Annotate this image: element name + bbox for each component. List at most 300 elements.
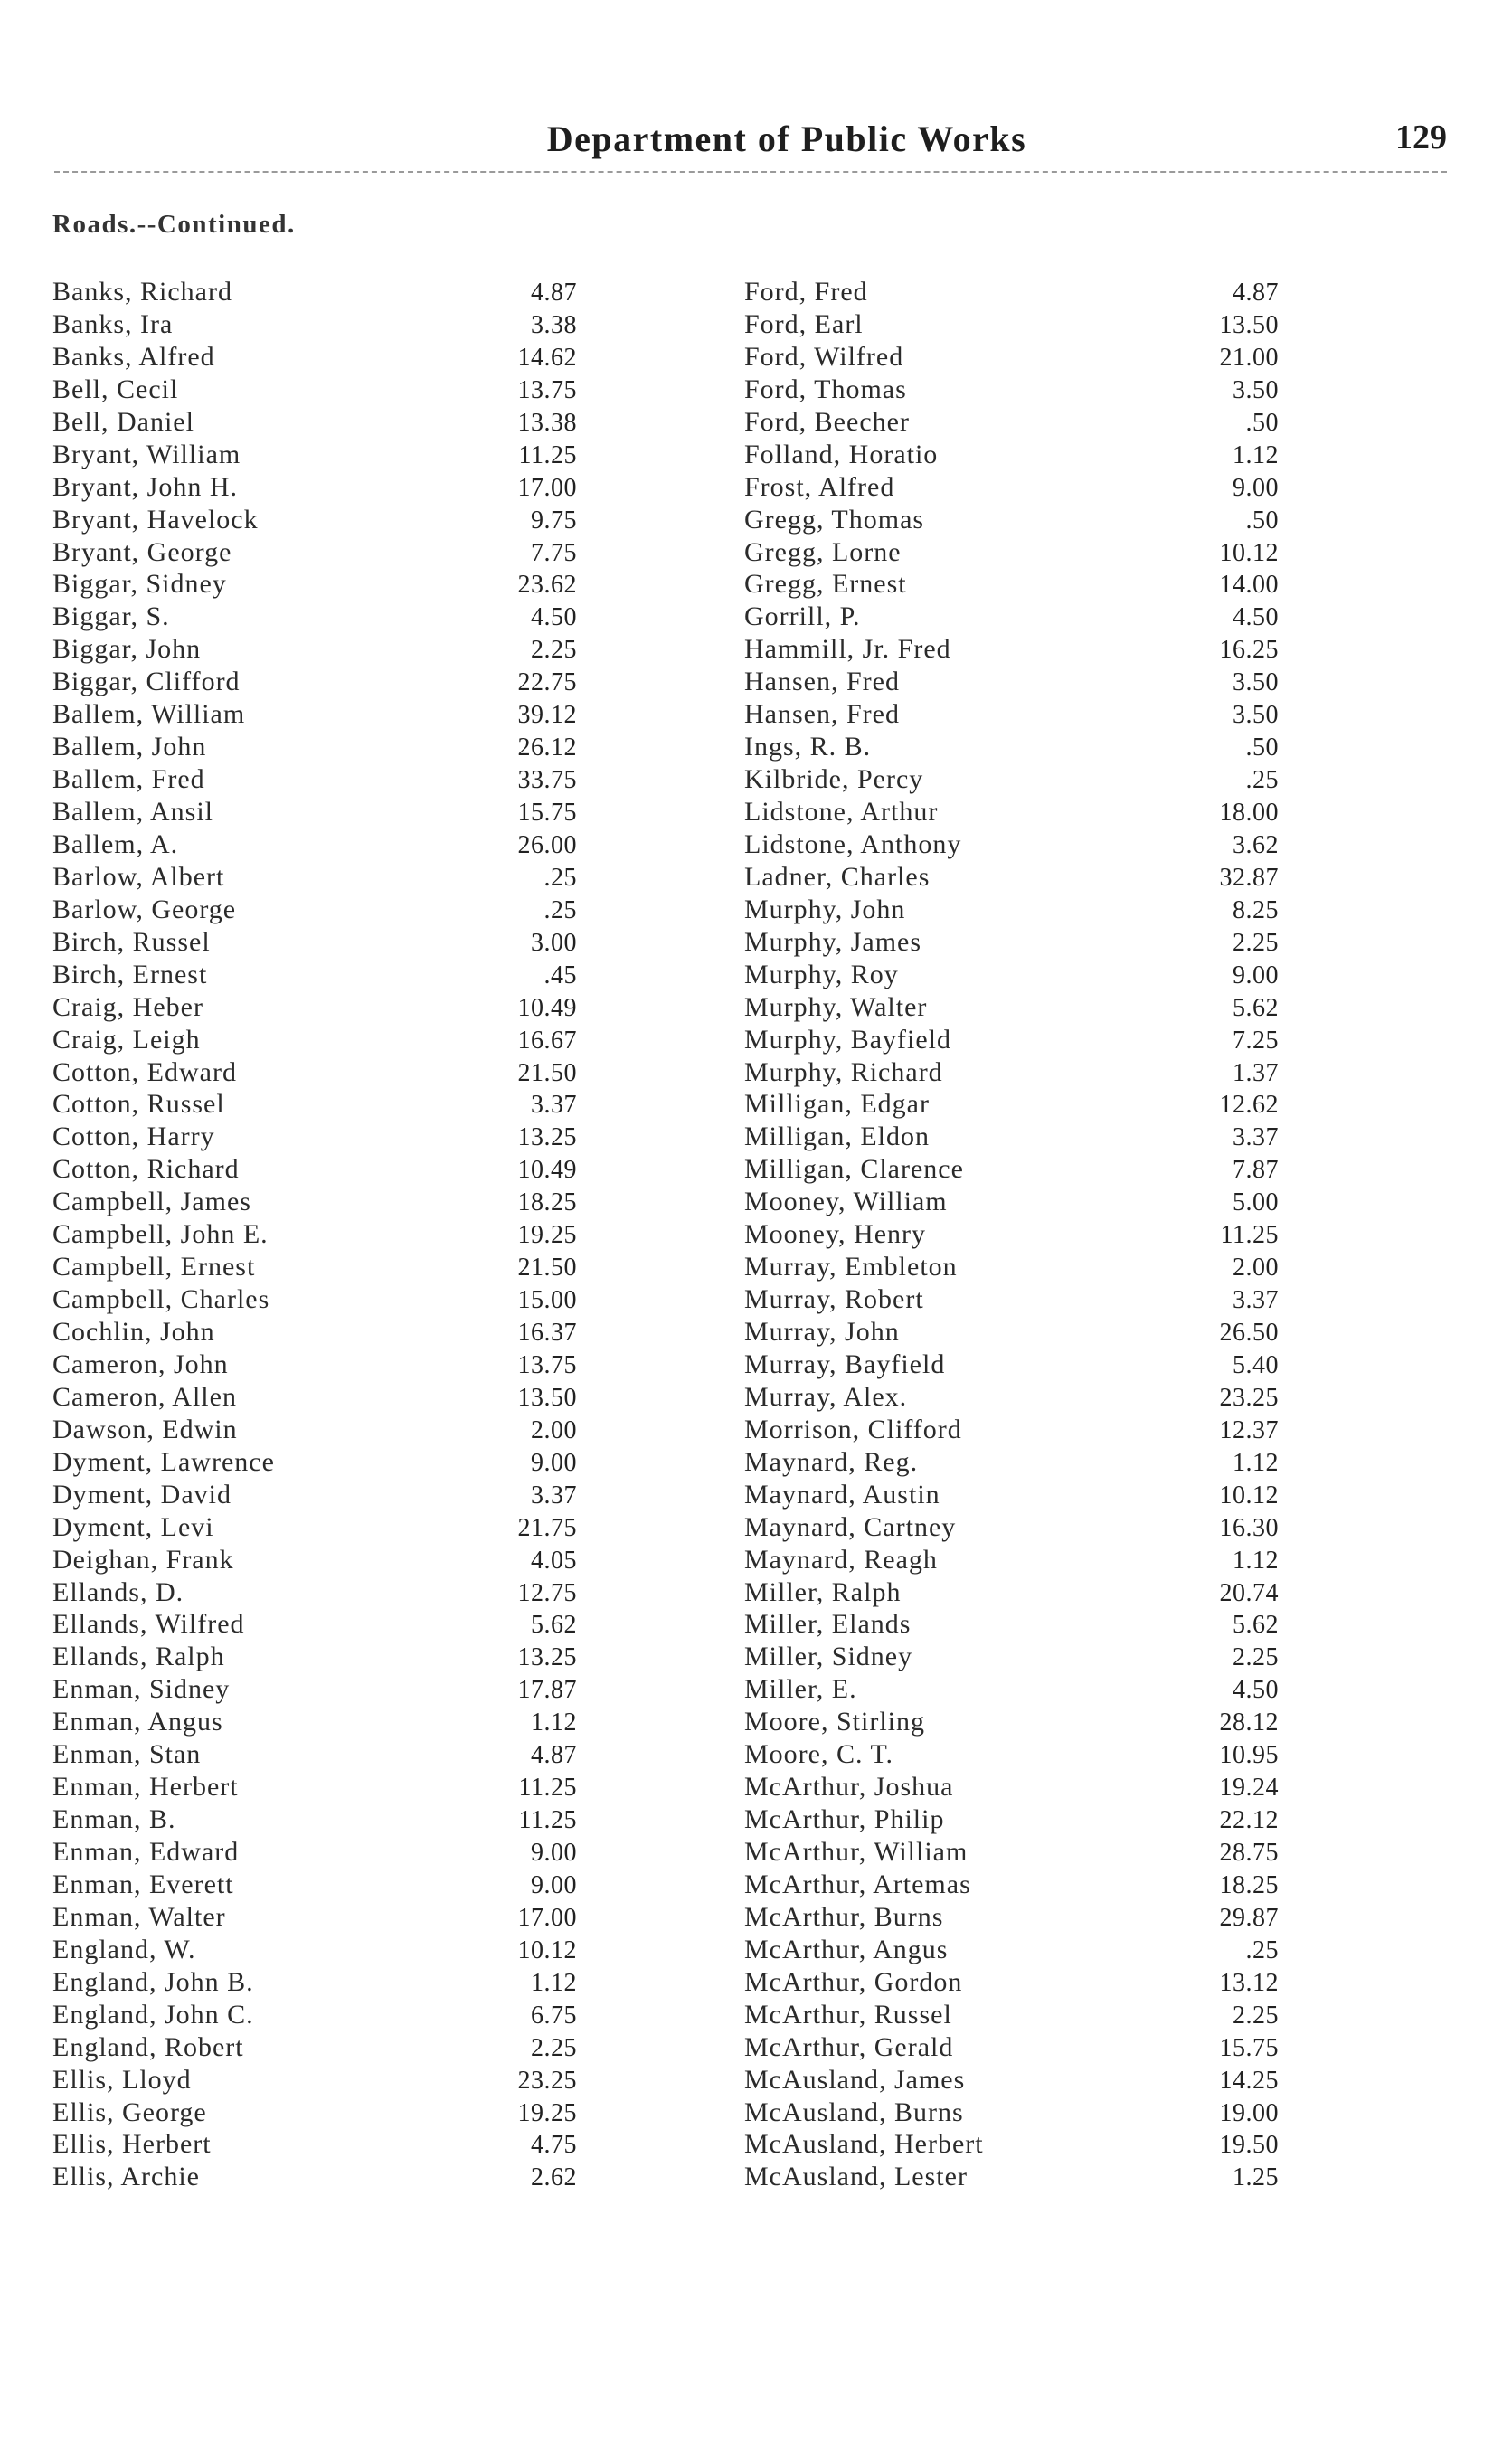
entry-name-text: McArthur, Angus [744,1935,953,1964]
entry-name-text: Banks, Alfred [52,342,221,372]
entry-name [744,1186,1101,1218]
entry-amount: 8.25 [1233,895,1279,924]
list-item [52,2031,685,2064]
entry-name-text: Murray, Alex. [744,1382,912,1412]
list-item [52,1836,685,1869]
list-item [52,568,685,601]
entry-name [52,536,405,569]
entry-name [744,1771,1101,1803]
entry-name-text: Ballem, John [52,732,212,762]
entry-name [744,1673,1101,1706]
list-item [744,666,1377,698]
entry-amount: .25 [1245,766,1279,795]
list-item [744,1316,1377,1349]
list-item [52,1446,685,1479]
list-item [52,991,685,1024]
entry-name [744,1706,1101,1738]
section-title: Roads.--Continued. [52,210,296,239]
list-item [744,731,1377,763]
list-item [744,698,1377,731]
entry-amount: 23.62 [517,571,577,600]
entry-name-text: Maynard, Austin [744,1480,946,1510]
entry-amount: .25 [543,895,577,924]
entry-name-text: McAusland, James [744,2065,970,2095]
entry-name [744,1934,1101,1966]
list-item [52,1966,685,1999]
entry-amount: 20.74 [1219,1578,1279,1607]
entry-name-text: Frost, Alfred [744,472,900,502]
entry-name [744,1024,1101,1056]
entry-amount: 4.50 [1233,603,1279,632]
entry-name-text: Ellis, Herbert [52,2129,217,2159]
list-item [52,861,685,894]
entry-name [744,1479,1101,1511]
list-item [52,633,685,666]
entry-name-text: Ballem, Fred [52,764,211,794]
list-item [52,439,685,471]
list-item [744,406,1377,439]
entry-name-text: Dawson, Edwin [52,1415,243,1444]
entry-name-text: Enman, B. [52,1804,182,1834]
entry-name [744,1738,1101,1771]
entry-amount: 14.25 [1219,2066,1279,2095]
entry-name-text: Cotton, Russel [52,1089,231,1119]
list-item [52,1608,685,1641]
entry-name-text: Bell, Cecil [52,374,184,404]
entry-name [52,633,405,666]
entry-name [744,1088,1101,1121]
list-item [744,1056,1377,1089]
entry-name-text: Gregg, Ernest [744,569,912,599]
list-item [52,763,685,796]
entry-amount: 21.00 [1219,343,1279,372]
entry-name [744,536,1101,569]
list-item [744,568,1377,601]
list-item [52,731,685,763]
entry-amount: 9.00 [1233,473,1279,502]
list-item [744,2031,1377,2064]
entry-amount: 22.75 [517,668,577,697]
list-item [52,308,685,341]
list-item [744,1381,1377,1414]
list-item [744,1641,1377,1673]
list-item [744,1218,1377,1251]
entry-amount: 10.12 [1219,538,1279,567]
entry-name-text: Murray, Robert [744,1284,930,1314]
entry-name [52,1218,405,1251]
entry-name-text: Bryant, George [52,537,237,567]
entry-name-text: Biggar, Sidney [52,569,232,599]
entry-name [52,1056,405,1089]
entry-name [744,666,1101,698]
entry-name-text: Ellands, Wilfred [52,1609,250,1639]
entry-name [52,374,405,406]
entry-name-text: Dyment, Levi [52,1512,220,1542]
entry-amount: 32.87 [1219,863,1279,892]
entry-name-text: Gregg, Lorne [744,537,907,567]
entry-name-text: Dyment, David [52,1480,237,1510]
entry-amount: 4.50 [531,603,577,632]
entry-name-text: Lidstone, Anthony [744,829,967,859]
list-item [744,1901,1377,1934]
entry-name-text: McArthur, Russel [744,2000,958,2030]
list-item [52,1218,685,1251]
entry-name [52,1544,405,1576]
list-item [744,1349,1377,1381]
entry-name [744,763,1101,796]
entry-name [744,601,1101,633]
entry-name-text: Bell, Daniel [52,407,200,437]
entry-amount: 3.00 [531,928,577,957]
entry-name [744,1153,1101,1186]
entry-name [744,2031,1101,2064]
entry-name-text: Enman, Stan [52,1739,206,1769]
page-title: Department of Public Works [546,118,1027,159]
list-item [52,1186,685,1218]
entry-name-text: Ballem, A. [52,829,184,859]
list-item [52,471,685,504]
list-item [52,276,685,308]
entry-name [744,991,1101,1024]
entry-amount: 23.25 [1219,1383,1279,1412]
entry-name-text: Campbell, Charles [52,1284,275,1314]
entry-amount: 11.25 [518,1806,577,1835]
entry-amount: 5.40 [1233,1350,1279,1379]
entry-name [52,1576,405,1609]
list-item [52,1511,685,1544]
entry-name-text: Enman, Walter [52,1902,232,1932]
entry-name [744,1283,1101,1316]
entry-name-text: Ford, Earl [744,309,869,339]
entry-name [744,1576,1101,1609]
entry-amount: 2.25 [531,636,577,665]
entry-amount: 3.50 [1233,668,1279,697]
entry-amount: 13.75 [517,1350,577,1379]
entry-name-text: Miller, Sidney [744,1642,918,1671]
entry-amount: 2.25 [531,2033,577,2062]
entry-name [744,276,1101,308]
entry-amount: 39.12 [517,701,577,730]
entry-name-text: Cotton, Edward [52,1057,242,1087]
entry-amount: 2.00 [531,1415,577,1444]
entry-name-text: McArthur, Gordon [744,1967,968,1997]
entry-name [52,1381,405,1414]
entry-name [52,731,405,763]
list-item [744,633,1377,666]
entry-name-text: England, John B. [52,1967,260,1997]
entry-amount: 14.62 [517,343,577,372]
entry-amount: 29.87 [1219,1903,1279,1932]
header-rule [54,171,1447,173]
entry-name [744,374,1101,406]
entry-amount: 16.67 [517,1026,577,1055]
entry-name-text: Cotton, Richard [52,1154,245,1184]
entry-amount: 10.12 [517,1936,577,1964]
entry-name [52,1673,405,1706]
entry-name [52,2097,405,2129]
entry-amount: 18.25 [517,1188,577,1217]
entry-name-text: Deighan, Frank [52,1545,240,1575]
list-item [52,1088,685,1121]
list-item [744,374,1377,406]
entry-name-text: Ford, Fred [744,277,874,307]
entry-name [744,2161,1101,2193]
list-item [52,894,685,926]
entry-name-text: Gorrill, P. [744,601,866,631]
entry-amount: 13.25 [517,1643,577,1672]
entry-amount: 13.25 [517,1123,577,1152]
entry-name [52,1121,405,1153]
list-item [52,1024,685,1056]
list-item [744,926,1377,959]
entry-amount: 13.50 [1219,310,1279,339]
entry-name-text: Ellis, Lloyd [52,2065,197,2095]
list-item [744,2064,1377,2097]
entry-name [52,1836,405,1869]
entry-amount: 15.75 [1219,2033,1279,2062]
list-item [52,828,685,861]
entry-name [52,1934,405,1966]
list-item [744,2161,1377,2193]
entry-name [52,698,405,731]
entry-name [744,894,1101,926]
entry-name-text: McArthur, Burns [744,1902,949,1932]
entry-name-text: Cotton, Harry [52,1122,221,1151]
entry-name-text: Miller, E. [744,1674,863,1704]
entry-name-text: Birch, Ernest [52,960,213,989]
entry-amount: 3.37 [531,1091,577,1120]
list-item [744,1283,1377,1316]
entry-name-text: Biggar, Clifford [52,667,246,696]
entry-name [52,861,405,894]
entry-amount: 2.25 [1233,2001,1279,2030]
list-item [52,1381,685,1414]
list-item [744,1771,1377,1803]
list-item [744,1544,1377,1576]
page-number: 129 [1395,118,1447,156]
entry-name [52,1901,405,1934]
entry-name-text: Moore, C. T. [744,1739,899,1769]
entry-name [744,1056,1101,1089]
entry-name [52,601,405,633]
entry-amount: 10.49 [517,1156,577,1185]
entry-amount: 22.12 [1219,1806,1279,1835]
entry-name [52,2031,405,2064]
entry-name-text: Maynard, Cartney [744,1512,961,1542]
entry-name [52,341,405,374]
entry-name [744,2064,1101,2097]
entry-name [52,1186,405,1218]
list-item [52,2097,685,2129]
entry-amount: 13.75 [517,375,577,404]
list-item [52,504,685,536]
entry-name [744,1381,1101,1414]
list-item [52,1934,685,1966]
list-item [52,2161,685,2193]
entry-name-text: Craig, Leigh [52,1025,206,1055]
entry-name [52,1803,405,1836]
list-item [52,1673,685,1706]
list-item [744,959,1377,991]
entry-name-text: Murphy, Bayfield [744,1025,957,1055]
entry-name [744,308,1101,341]
entry-name-text: Mooney, Henry [744,1219,931,1249]
entry-name-text: Ford, Thomas [744,374,912,404]
entry-name-text: Cameron, John [52,1349,234,1379]
entry-amount: 4.87 [1233,279,1279,307]
entry-name-text: Milligan, Eldon [744,1122,935,1151]
entry-name [744,731,1101,763]
entry-name [52,1251,405,1283]
entry-name-text: McAusland, Burns [744,2097,969,2127]
entry-name [744,1901,1101,1934]
entry-name-text: Barlow, George [52,894,241,924]
entry-amount: 2.00 [1233,1254,1279,1283]
list-item [52,1999,685,2031]
list-item [744,1738,1377,1771]
entry-name [744,471,1101,504]
entry-name-text: Barlow, Albert [52,862,230,892]
entry-name [744,1999,1101,2031]
entry-name [744,2128,1101,2161]
entry-amount: 21.50 [517,1254,577,1283]
list-item [52,406,685,439]
entry-amount: 2.25 [1233,928,1279,957]
entry-amount: 23.25 [517,2066,577,2095]
entry-amount: 26.12 [517,734,577,762]
list-item [52,1251,685,1283]
entry-amount: 5.62 [531,1611,577,1640]
entry-name-text: Milligan, Clarence [744,1154,969,1184]
entry-name-text: Dyment, Lawrence [52,1447,280,1477]
entry-name [52,1088,405,1121]
entry-amount: 2.25 [1233,1643,1279,1672]
entry-name [744,1121,1101,1153]
entry-amount: 2.62 [531,2163,577,2192]
entry-name [52,568,405,601]
entry-name-text: Kilbride, Percy [744,764,929,794]
list-item [744,2097,1377,2129]
list-item [744,1608,1377,1641]
list-item [52,1349,685,1381]
entry-name-text: Moore, Stirling [744,1707,931,1737]
entry-name-text: Ballem, William [52,699,250,729]
entry-amount: 10.95 [1219,1741,1279,1770]
entry-name [744,796,1101,828]
entry-name-text: Ballem, Ansil [52,797,219,827]
entry-amount: 28.12 [1219,1708,1279,1737]
entry-name [52,1966,405,1999]
entry-amount: .50 [1245,506,1279,535]
entry-name [744,1544,1101,1576]
entry-name [52,991,405,1024]
list-item [52,1153,685,1186]
entry-amount: 26.50 [1219,1319,1279,1347]
entry-amount: 33.75 [517,766,577,795]
entry-name [52,1771,405,1803]
list-item [52,666,685,698]
list-item [744,861,1377,894]
entry-name [52,1414,405,1446]
entry-name [52,1283,405,1316]
entry-amount: 18.00 [1219,799,1279,827]
entry-name [52,1153,405,1186]
entry-name [744,633,1101,666]
list-item [744,1479,1377,1511]
entry-name-text: England, Robert [52,2032,250,2062]
list-item [744,1966,1377,1999]
entry-amount: 15.00 [517,1286,577,1315]
entry-name-text: Gregg, Thomas [744,505,930,535]
list-item [744,504,1377,536]
entry-name [52,308,405,341]
entry-name-text: England, W. [52,1935,202,1964]
entry-amount: 3.50 [1233,701,1279,730]
list-item [744,601,1377,633]
entry-name-text: Ellands, Ralph [52,1642,231,1671]
entry-name [744,1251,1101,1283]
entry-amount: 17.87 [517,1676,577,1705]
entry-amount: 1.12 [1233,440,1279,469]
entry-name-text: McArthur, William [744,1837,973,1867]
list-item [744,1511,1377,1544]
entry-name [52,926,405,959]
list-item [744,1934,1377,1966]
entry-amount: .50 [1245,734,1279,762]
entry-name-text: Ellands, D. [52,1577,189,1607]
entry-name [744,1966,1101,1999]
list-item [52,1803,685,1836]
list-item [744,471,1377,504]
entry-amount: 3.38 [531,310,577,339]
entry-amount: 17.00 [517,473,577,502]
entry-name-text: Banks, Richard [52,277,238,307]
entry-name-text: Murphy, Richard [744,1057,949,1087]
entry-name-text: Lidstone, Arthur [744,797,943,827]
entry-amount: 13.38 [517,408,577,437]
list-item [52,1771,685,1803]
entry-name [744,439,1101,471]
entry-name [744,828,1101,861]
entry-amount: 14.00 [1219,571,1279,600]
entry-name-text: Bryant, William [52,440,246,469]
entry-amount: 13.12 [1219,1968,1279,1997]
entry-name [52,894,405,926]
entry-name-text: Ellis, Archie [52,2162,205,2191]
entry-name [744,861,1101,894]
list-item [744,1706,1377,1738]
list-item [744,1576,1377,1609]
right-column [744,276,1377,2193]
entry-name [52,471,405,504]
entry-name-text: Maynard, Reg. [744,1447,923,1477]
list-item [52,1414,685,1446]
entry-name [744,1316,1101,1349]
entry-amount: 1.12 [531,1708,577,1737]
list-item [744,1121,1377,1153]
entry-name [744,1446,1101,1479]
entry-amount: 15.75 [517,799,577,827]
entry-amount: 5.62 [1233,993,1279,1022]
entry-amount: 4.50 [1233,1676,1279,1705]
list-item [52,1479,685,1511]
entry-name-text: Cochlin, John [52,1317,221,1347]
list-item [744,1836,1377,1869]
entry-name-text: Birch, Russel [52,927,216,957]
list-item [744,894,1377,926]
entry-name-text: Enman, Sidney [52,1674,235,1704]
entry-amount: 16.25 [1219,636,1279,665]
